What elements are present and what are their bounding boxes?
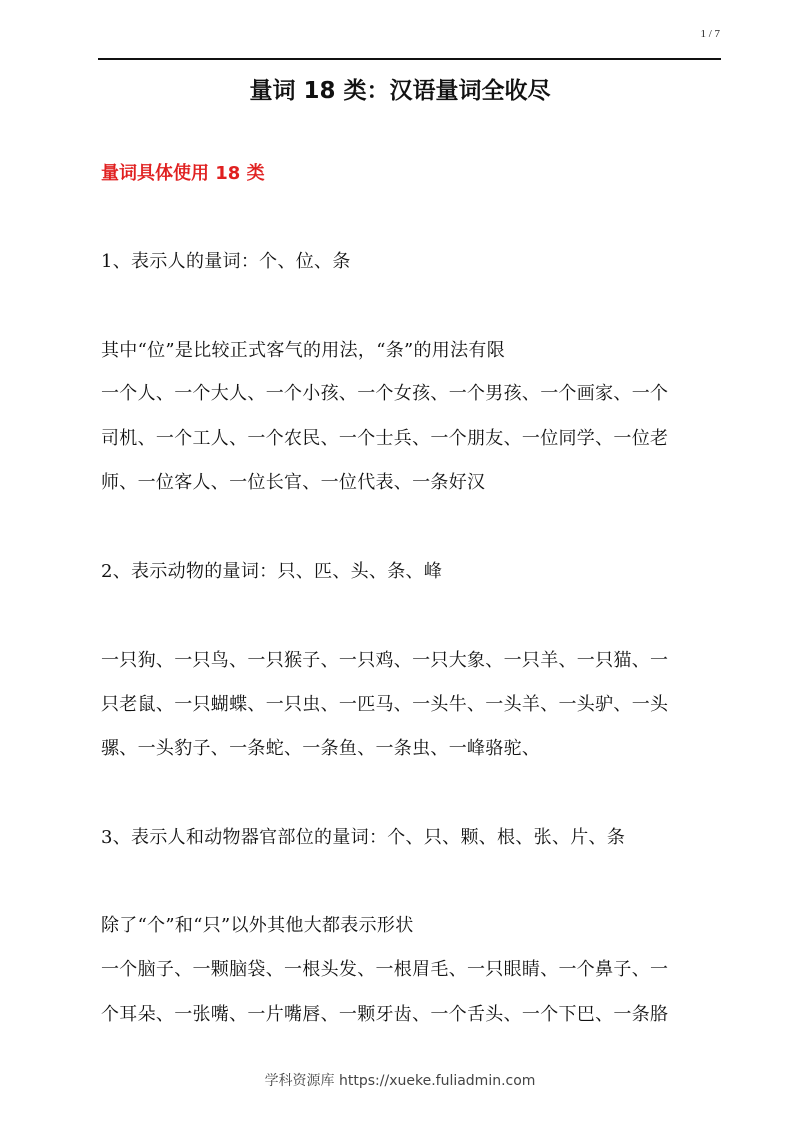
body-line: 只老鼠、一只蝴蝶、一只虫、一匹马、一头牛、一头羊、一头驴、一头 [101, 694, 669, 715]
section-heading: 量词具体使用 18 类 [101, 163, 265, 184]
category-heading-2: 2、表示动物的量词：只、匹、头、条、峰 [101, 561, 443, 582]
category-heading-3: 3、表示人和动物器官部位的量词：个、只、颗、根、张、片、条 [101, 827, 626, 848]
body-line: 司机、一个工人、一个农民、一个士兵、一个朋友、一位同学、一位老 [101, 428, 669, 449]
body-line: 师、一位客人、一位长官、一位代表、一条好汉 [101, 472, 486, 493]
body-line: 其中“位”是比较正式客气的用法，“条”的用法有限 [101, 340, 506, 361]
body-line: 一个脑子、一颗脑袋、一根头发、一根眉毛、一只眼睛、一个鼻子、一 [101, 959, 669, 980]
document-title: 量词 18 类：汉语量词全收尽 [249, 78, 551, 104]
page-number: 1 / 7 [700, 28, 720, 40]
body-line: 一只狗、一只鸟、一只猴子、一只鸡、一只大象、一只羊、一只猫、一 [101, 650, 669, 671]
body-line: 个耳朵、一张嘴、一片嘴唇、一颗牙齿、一个舌头、一个下巴、一条胳 [101, 1004, 669, 1025]
category-heading-1: 1、表示人的量词：个、位、条 [101, 251, 351, 272]
footer-source: 学科资源库 https://xueke.fuliadmin.com [264, 1073, 536, 1089]
body-line: 除了“个”和“只”以外其他大都表示形状 [101, 915, 414, 936]
body-line: 一个人、一个大人、一个小孩、一个女孩、一个男孩、一个画家、一个 [101, 383, 669, 404]
header-rule [98, 58, 721, 60]
body-line: 骡、一头豹子、一条蛇、一条鱼、一条虫、一峰骆驼、 [101, 738, 541, 759]
